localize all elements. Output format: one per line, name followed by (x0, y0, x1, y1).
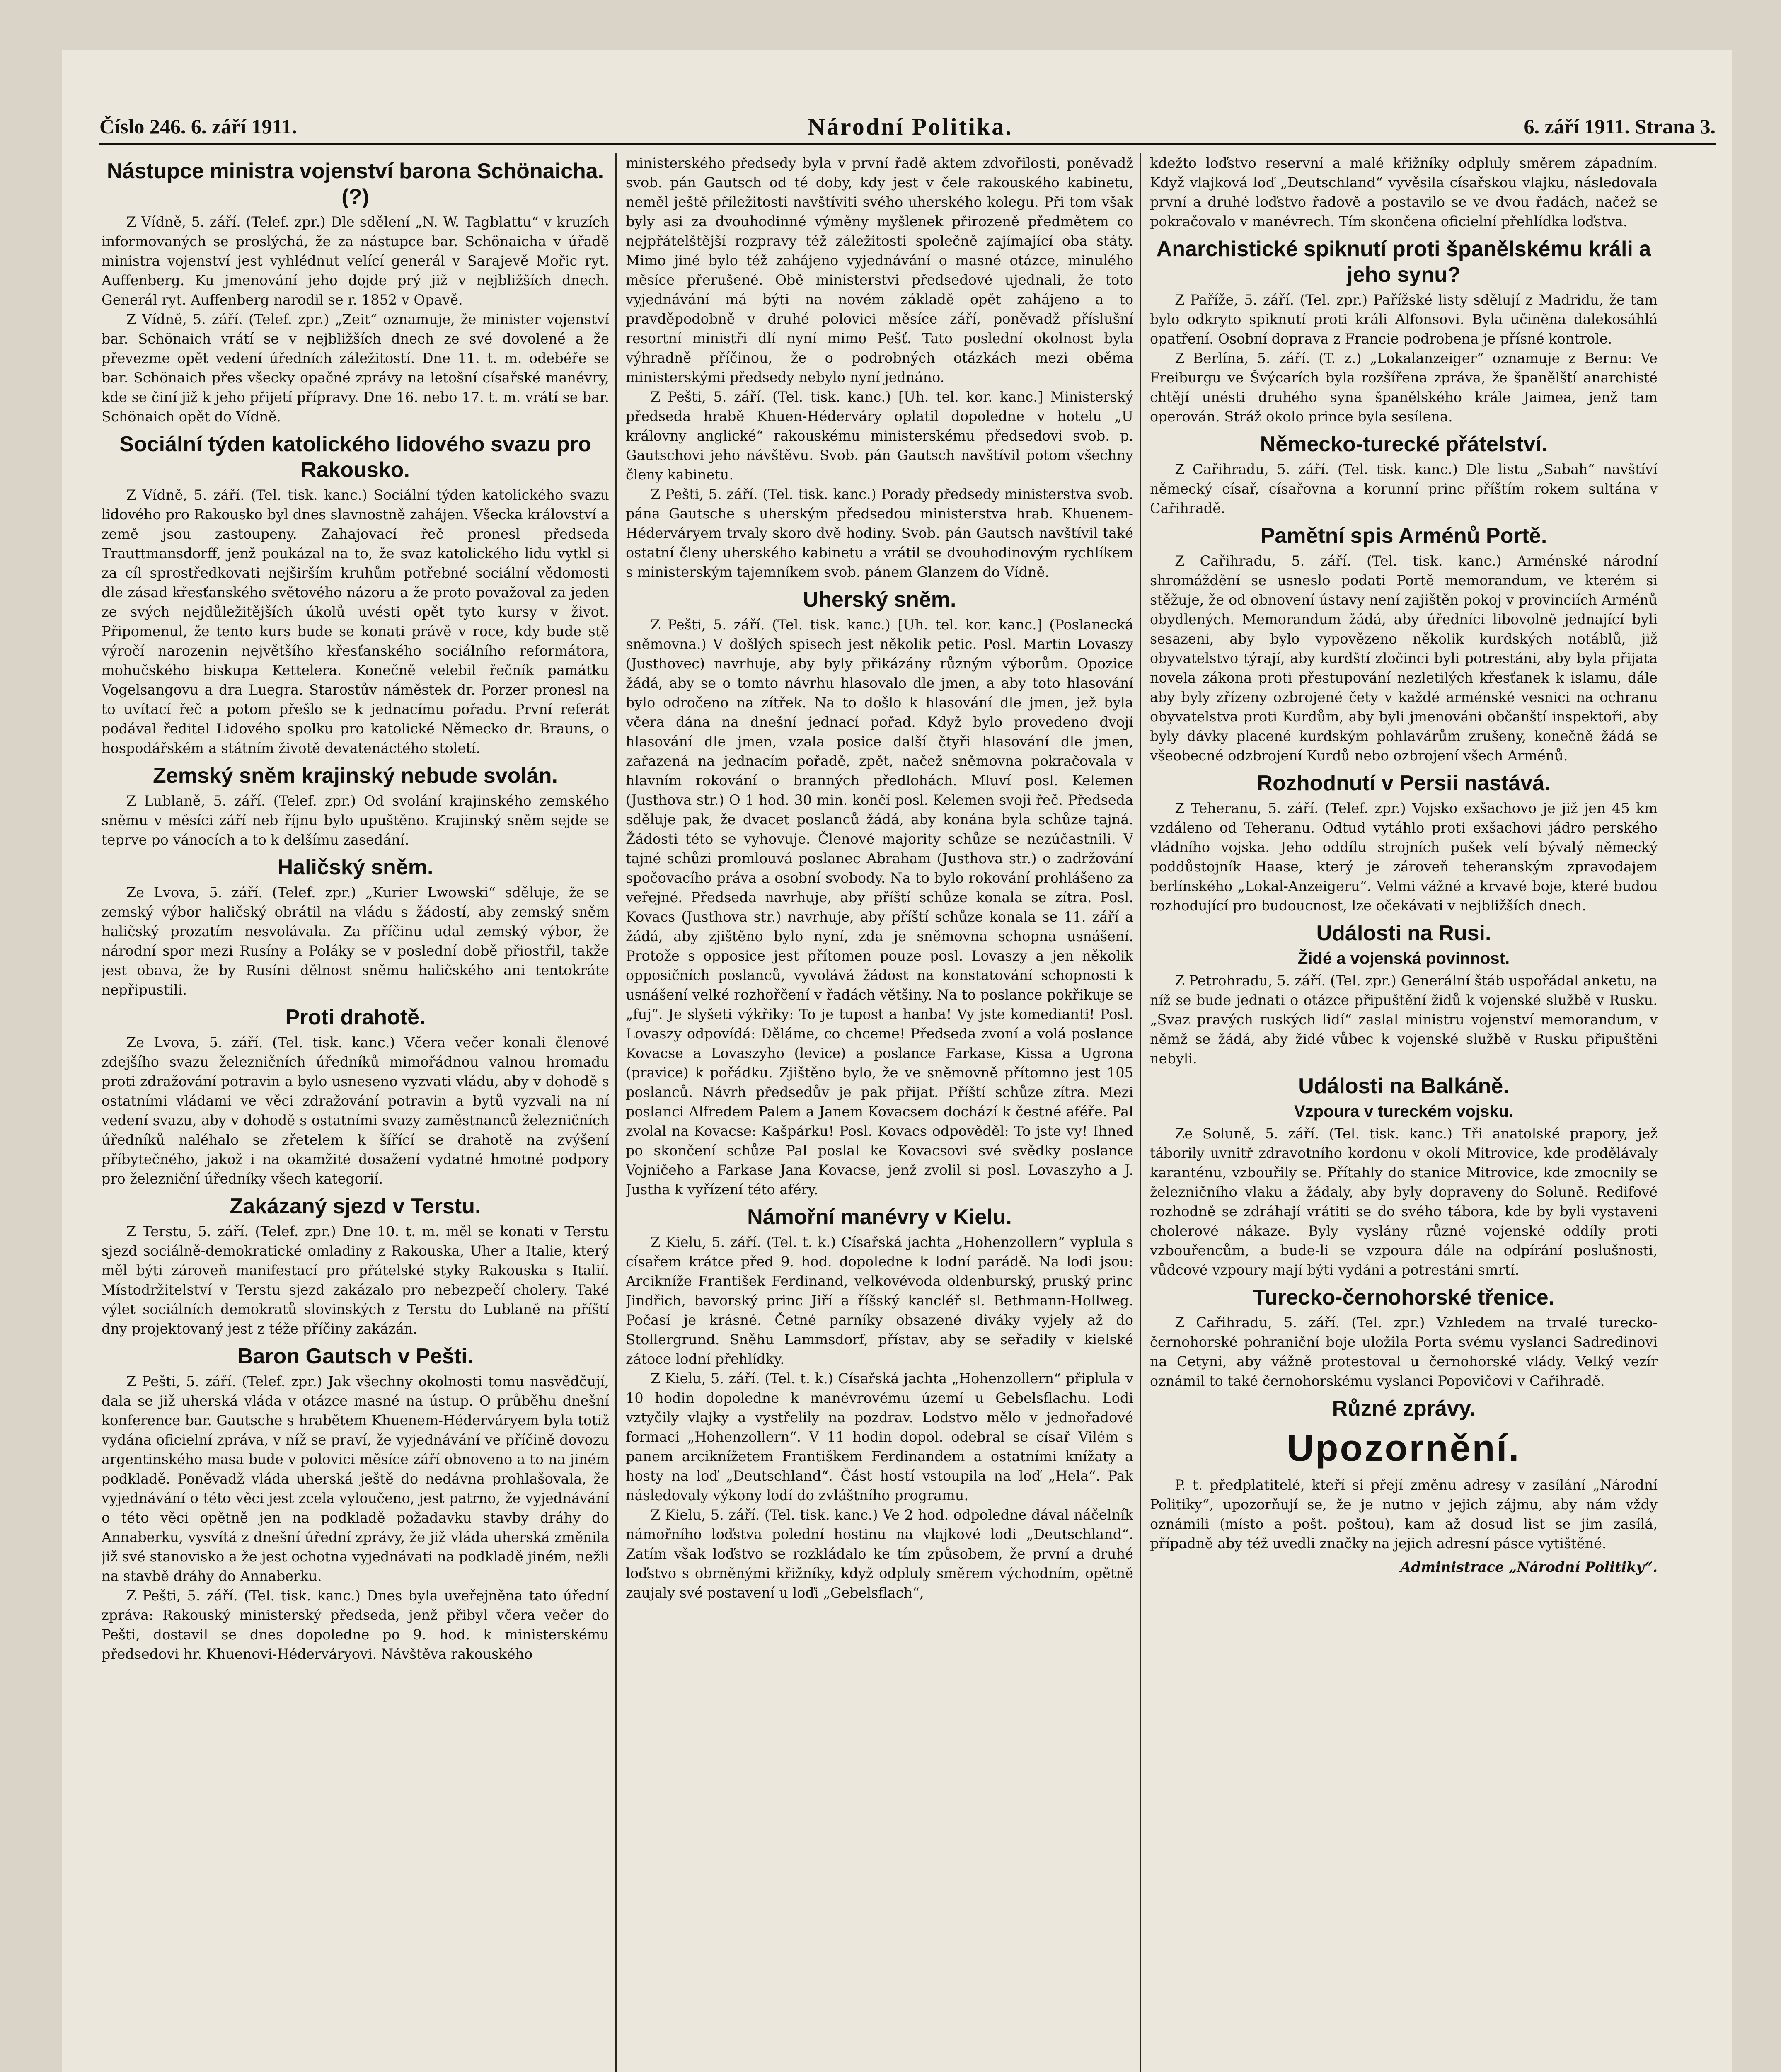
notice-title: Upozornění. (1287, 1428, 1521, 1469)
article-paragraph: Z Terstu, 5. září. (Telef. zpr.) Dne 10. t. m. měl se konati v Terstu sjezd sociálně-demokratické omladiny z Rakouska, Uher a Italie, který měl býti zároveň manifestací pro přátelské styky Rakouska s Italií. Místodržitelství v Terstu sjezd zakázalo pro nebezpečí cholery. Také výlet sociálních demokratů slovinských z Terstu do Lublaně na příští dny projektovaný jest z téže příčiny zakázán. (102, 1223, 609, 1337)
article-title: Anarchistické spiknutí proti španělskému králi a jeho synu? (1156, 237, 1651, 287)
article (102, 431, 609, 758)
column-2 (626, 153, 1133, 2072)
article-paragraph: Z Kielu, 5. září. (Tel. t. k.) Císařská jachta „Hohenzollern“ vyplula s císařem krátce před 9. hod. dopoledne k lodní parádě. Na lodi jsou: Arcikníže František Ferdinand, velkovévoda oldenburský, pruský princ Jindřich, bavorský princ Jiří a říšský kancléř sl. Bethmann-Hollweg. Počasí je krásné. Četné parníky obsazené diváky vyjely až do Stollergrund. Sněhu Lammsdorf, přístav, aby se seřadily v kielské zátoce lodní přehlídky. (626, 1234, 1133, 1367)
article (102, 1005, 609, 1188)
article-title: Rozhodnutí v Persii nastává. (1257, 771, 1551, 795)
column-divider (615, 153, 617, 2072)
issue-info: Číslo 246. 6. září 1911. (99, 115, 297, 138)
page-number: 6. září 1911. Strana 3. (1524, 115, 1716, 138)
article (1150, 236, 1658, 426)
article-title: Baron Gautsch v Pešti. (237, 1344, 474, 1368)
article-title: Sociální týden katolického lidového svazu pro Rakousko. (119, 432, 591, 482)
notice-signature: Administrace „Národní Politiky“. (1400, 1559, 1658, 1575)
notice-box (1150, 1396, 1658, 1577)
article-paragraph: kdežto loďstvo reservní a malé křižníky odpluly směrem západním. Když vlajková loď „Deutschland“ vyvěsila císařskou vlajku, následovala první a druhé loďstvo řadově a postavilo se ve dvou řadách, načež se pokračovalo v manévrech. Tím skončena oficielní přehlídka loďstva. (1150, 155, 1658, 230)
article-title: Události na Rusi. (1316, 921, 1491, 945)
article (1150, 523, 1658, 765)
article-paragraph: Z Cařihradu, 5. září. (Tel. tisk. kanc.) Arménské národní shromáždění se usneslo podati Portě memorandum, ve kterém si stěžuje, že od obnovení ústavy není zajištěn pokoj v provinciích Arménů obydlených. Memorandum žádá, aby úředníci libovolně jednající byli sesazeni, aby bylo vypovězeno několik kurdských notáblů, již obyvatelstvo týrají, aby kurdští zločinci byli potrestáni, aby byla přijata novela zákona proti přestupování nezletilých křesťanek k islamu, dále aby byly zřízeny ozbrojené čety v každé arménské vesnici na ochranu obyvatelstva proti Kurdům, aby byli jmenováni občanští inspektoři, aby byly dávky placené kurdským pohlavárům zrušeny, konečně žádá se všeobecné odzbrojení Kurdů nebo ozbrojení všech Arménů. (1150, 553, 1658, 764)
article-title: Námořní manévry v Kielu. (747, 1205, 1012, 1229)
article-title: Proti drahotě. (285, 1005, 426, 1029)
article-paragraph: Z Vídně, 5. září. (Tel. tisk. kanc.) Sociální týden katolického svazu lidového pro Rakousko byl dnes slavnostně zahájen. Všecka království a země jsou zastoupeny. Zahajovací řeč pronesl předseda Trauttmansdorff, jenž poukázal na to, že svaz katolického lidu vytkl si za cíl sprostředkovati nejširším kruhům potřebné sociální vědomosti dle zásad křesťanského světového názoru a že proto považoval za jeden ze svých nejdůležitějších úkolů uvésti opět tyto kursy v život. Připomenul, že tento kurs bude se konati právě v roce, kdy bude stě výročí narozenin největšího křesťanského sociálního reformátora, mohučského biskupa Kettelera. Konečně velebil řečník památku Vogelsangovu a dra Luegra. Starostův náměstek dr. Porzer pronesl na to uvítací řeč a potom přešlo se k jednacímu pořadu. První referát podával ředitel Lidového spolku pro katolické Německo dr. Brauns, o hospodářském a státním životě devatenáctého století. (102, 487, 609, 756)
article-paragraph: ministerského předsedy byla v první řadě aktem zdvořilosti, poněvadž svob. pán Gautsch od té doby, kdy jest v čele rakouského kabinetu, neměl ještě příležitosti navštíviti svého uherského kolegu. Při tom však byly asi za dvouhodinné výměny myšlenek přirozeně předmětem co nejpřátelštější rozpravy též záležitosti společně zajímající oba státy. Mimo jiné bylo též zahájeno vyjednávání o masné otázce, minulého měsíce přerušené. Obě ministerstvi předsedové ujednali, že toto vyjednávání má býti na novém základě opět zahájeno a to pravděpodobně v druhé polovici měsíce září, poněvadž příslušní resortní ministři dlí nyní mimo Pešť. Tato poslední okolnost byla výhradně příčinou, že o podrobných otázkách mezi oběma ministerskými předsedy nebylo nyní jednáno. (626, 155, 1133, 385)
article-title: Události na Balkáně. (1298, 1074, 1509, 1098)
article-title: Pamětní spis Arménů Portě. (1260, 524, 1547, 548)
article-paragraph: Z Cařihradu, 5. září. (Tel. zpr.) Vzhledem na trvalé turecko-černohorské pohraniční boje uložila Porta svému vyslanci Sadredinovi na Cetyni, aby vážně protestoval u černohorské vlády. Velký vezír oznámil to také černohorskému vyslanci Popovičovi v Cařihradě. (1150, 1314, 1658, 1389)
header-rule (99, 143, 1716, 145)
article-subtitle: Vzpoura v tureckém vojsku. (1294, 1102, 1514, 1121)
article-paragraph: Z Pešti, 5. září. (Tel. tisk. kanc.) Dnes byla uveřejněna tato úřední zpráva: Rakouský ministerský předseda, jenž přibyl včera večer do Pešti, dostavil se dnes dopoledne po 9. hod. k ministerskému předsedovi hr. Khuenovi-Héderváryovi. Návštěva rakouského (102, 1588, 609, 1662)
article-paragraph: Z Vídně, 5. září. (Telef. zpr.) Dle sdělení „N. W. Tagblattu“ v kruzích informovaných se proslýchá, že za nástupce bar. Schönaicha v úřadě ministra vojenství jest vyhlédnut velící generál v Sarajevě Mořic ryt. Auffenberg. Ku jmenování jeho dojde prý již v nejbližších dnech. Generál ryt. Auffenberg narodil se r. 1852 v Opavě. (102, 214, 609, 308)
article-paragraph: Z Pešti, 5. září. (Tel. tisk. kanc.) Porady předsedy ministerstva svob. pána Gautsche s uherským předsedou ministerstva hrab. Khuenem-Héderváryem trvaly skoro dvě hodiny. Svob. pán Gautsch navštívil také ostatní členy uherského kabinetu a vrátil se dvouhodinovým rychlíkem s ministerským tajemníkem svob. pánem Glanzem do Vídně. (626, 486, 1133, 580)
article-paragraph: Z Pešti, 5. září. (Tel. tisk. kanc.) [Uh. tel. kor. kanc.] (Poslanecká sněmovna.) V došlých spisech jest několik petic. Posl. Martin Lovaszy (Justhovec) navrhuje, aby byly přikázány různým výborům. Opozice žádá, aby se o tomto návrhu hlasovalo dle jmen, a aby toto hlasování bylo odročeno na zítřek. Na to došlo k hlasování dle jmen, jež byla včera dána na dnešní jednací pořad. Když bylo provedeno dvojí hlasování dle jmen, vzala posice další čtyři hlasování dle jmen, zařazená na jednacím pořadě, zpět, načež sněmovna pokračovala v hlavním rokování o branných předlohách. Mluví posl. Kelemen (Justhova str.) O 1 hod. 30 min. končí posl. Kelemen svoji řeč. Předseda sděluje pak, že dvacet poslanců žádá, aby konána byla schůze tajná. Žádosti této se vyhovuje. Členové majority schůze se nezúčastnili. V tajné schůzi promlouvá poslanec Abraham (Justhova str.) o zadržování spočovacího práva a osobní svobody. Na to bylo rokování prohlášeno za veřejné. Předseda navrhuje, aby příští schůze konala se zítra. Posl. Kovacs (Justhova str.) navrhuje, aby příští schůze konala se 11. září a žádá, aby zjištěno bylo nyní, zda je sněmovna schopna usnášení. Protože s opposice jest přítomen pouze posl. Lovaszy a jen několik opposičních poslanců, vyvolává žádost na konstatování schopnosti k usnášení velké rozhořčení v řadách většiny. Na to poslance pokřikuje se „fuj“. Je slyšeti výkřiky: To je tupost a hanba! Vy jste komedianti! Posl. Lovaszy odpovídá: Děláme, co chceme! Předseda zvoní a volá poslance Kovacse a Lovaszyho (levice) a poslance Farkase, Kissa a Ugrona (pravice) k pořádku. Zjištěno bylo, že ve sněmovně přítomno jest 105 poslanců. Návrh předsedův je pak přijat. Příští schůze zítra. Mezi poslanci Alfredem Palem a Janem Kovacsem dochází k čestné aféře. Pal zvolal na Kovacse: Kašpárku! Posl. Kovacs odpověděl: To jste vy! Ihned po skončení schůze Pal poslal ke Kovacsovi své svědky poslance Vojničeho a Farkase Jana Kovacse, jenž zvolil si posl. Lovaszyho a J. Justha k vyřízení této aféry. (626, 617, 1133, 1198)
article (626, 1204, 1133, 1602)
article-title: Zakázaný sjezd v Terstu. (230, 1194, 481, 1218)
column-1 (102, 153, 609, 2072)
article-subtitle: Židé a vojenská povinnost. (1297, 949, 1510, 968)
article-paragraph: Z Kielu, 5. září. (Tel. tisk. kanc.) Ve 2 hod. odpoledne dával náčelník námořního loďstva polední hostinu na vlajkové lodi „Deutschland“. Zatím však loďstvo se rozkládalo ke tím způsobem, že první a druhé loďstvo s obrněnými křižníky, když odpluly směrem východním, opětně zaujaly své postavení u loďi „Gebelsflach“, (626, 1507, 1133, 1601)
article (1150, 431, 1658, 518)
column-divider (1140, 153, 1141, 2072)
article-title: Zemský sněm krajinský nebude svolán. (153, 764, 558, 788)
article-paragraph: Z Berlína, 5. září. (T. z.) „Lokalanzeiger“ oznamuje z Bernu: Ve Freiburgu ve Švýcarích byla rozšířena zpráva, že španělští anarchisté chtějí unésti druhého syna španělského krále Jaimea, jenž tam operován. Stráž okolo prince byla sesílena. (1150, 350, 1658, 425)
article-paragraph: Z Teheranu, 5. září. (Telef. zpr.) Vojsko exšachovo je již jen 45 km vzdáleno od Teheranu. Odtud vytáhlo proti exšachovi jádro perského vládního vojska. Jeho oddílu strojních pušek velí bývalý německý poddůstojník Haase, který je zároveň teheranským zpravodajem berlínského „Lokal-Anzeigeru“. Velmi vážné a krvavé boje, které budou rozhodující pro budoucnost, lze očekávati v nejbližších dnech. (1150, 800, 1658, 914)
article-title: Haličský sněm. (277, 855, 433, 879)
article-paragraph: Z Petrohradu, 5. září. (Tel. zpr.) Generální štáb uspořádal anketu, na níž se bude jednati o otázce připuštění židů k vojenské službě v Rusku. „Svaz pravých ruských lidí“ zaslal ministru vojenství memorandum, v němž se žádá, aby židé vůbec k vojenské službě v Rusku připuštěni nebyli. (1150, 973, 1658, 1067)
article-paragraph: Z Kielu, 5. září. (Tel. t. k.) Císařská jachta „Hohenzollern“ připlula v 10 hodin dopoledne k manévrovému území u Gebelsflachu. Lodi vztyčily vlajky a vystřelily na pozdrav. Lodstvo mělo v jednořadové formaci „Hohenzollern“. V 11 hodin dopol. odebral se císař Vilém s panem arciknížetem Františkem Ferdinandem a ostatními knížaty a hosty na loď „Deutschland“. Část hostí vstoupila na loď „Hela“. Pak následovaly výkony lodí do zvláštního programu. (626, 1370, 1133, 1503)
article-paragraph: Z Cařihradu, 5. září. (Tel. tisk. kanc.) Dle listu „Sabah“ navštíví německý císař, císařovna a korunní princ příštím rokem sultána v Cařihradě. (1150, 461, 1658, 516)
article (1150, 770, 1658, 915)
article-paragraph: Z Vídně, 5. září. (Telef. zpr.) „Zeit“ oznamuje, že minister vojenství bar. Schönaich vrátí se v nejbližších dnech ze své dovolené a že převezme opět vedení úředních záležitostí. Dne 11. t. m. odebéře se bar. Schönaich přes všecky opačné zprávy na letošní císařské manévry, kde se činí již k jeho přijetí přípravy. Dne 16. nebo 17. t. m. vrátí se bar. Schönaich opět do Vídně. (102, 311, 609, 425)
article (626, 153, 1133, 582)
newspaper-page (62, 50, 1732, 2072)
article-paragraph: Z Pešti, 5. září. (Tel. tisk. kanc.) [Uh. tel. kor. kanc.] Ministerský předseda hrabě Khuen-Héderváry oplatil dopoledne v hotelu „U královny anglické“ rakouskému ministerskému předsedovi svob. p. Gautschovi jeho návštěvu. Svob. pán Gautsch navštívil potom všechny členy kabinetu. (626, 389, 1133, 483)
article-paragraph: Z Paříže, 5. září. (Tel. zpr.) Pařížské listy sdělují z Madridu, že tam bylo odkryto spiknutí proti králi Alfonsovi. Byla učiněna dalekosáhlá opatření. Osobní doprava z Francie podrobena je přísné kontrole. (1150, 292, 1658, 347)
article (102, 158, 609, 426)
masthead: Národní Politika. (808, 113, 1013, 140)
article-title: Nástupce ministra vojenství barona Schönaicha. (?) (106, 159, 604, 209)
article (1150, 1073, 1658, 1280)
article (626, 587, 1133, 1199)
article-title: Německo-turecké přátelství. (1260, 432, 1548, 456)
article (1150, 1285, 1658, 1391)
article-title: Turecko-černohorské třenice. (1253, 1285, 1555, 1310)
article-paragraph: Z Lublaně, 5. září. (Telef. zpr.) Od svolání krajinského zemského sněmu v měsíci září neb říjnu bylo upuštěno. Krajinský sněm sejde se teprve po vánocích a to k delšímu zasedání. (102, 793, 609, 848)
article (102, 1343, 609, 1664)
article-paragraph: Ze Lvova, 5. září. (Tel. tisk. kanc.) Včera večer konali členové zdejšího svazu železničních úředníků mimořádnou valnou hromadu proti zdražování potravin a bylo usneseno vyzvati vládu, aby v dohodě s ostatními vládami ve věci zdražování potravin a bytů vyzvali na ní vedení svazu, aby v dohodě s ostatními svazy zaměstnanců železničních úředníků naléhalo se zřetelem k šířící se drahotě na zvýšení příbytečného, jakož i na okamžité dosažení vydatné hmotné podpory pro železniční úředníky všech kategorií. (102, 1034, 609, 1187)
article-paragraph: Ze Soluně, 5. září. (Tel. tisk. kanc.) Tři anatolské prapory, jež táborily uvnitř zdravotního kordonu v okolí Mitrovice, kde prodělávaly karanténu, vzbouřily se. Přítahly do stanice Mitrovice, kde zmocnily se železničního vlaku a žádaly, aby byly dopraveny do Soluně. Redifové rozhodně se zdráhají vrátiti se do svého tábora, kde by byli vystaveni cholerové nákaze. Byly vyslány různé vojenské oddíly proti vzbouřencům, a bude-li se vzpoura dále na odpírání poslušnosti, vůdcové vzpoury mají býti vydáni a potrestáni smrtí. (1150, 1126, 1658, 1278)
article (102, 763, 609, 850)
article-paragraph: Z Pešti, 5. září. (Telef. zpr.) Jak všechny okolnosti tomu nasvědčují, dala se již uherská vláda v otázce masné na ústup. O průběhu dnešní konference bar. Gautsche s hrabětem Khuenem-Héderváryem byla totiž vydána oficielní zpráva, v níž se praví, že vyjednávání ve příčině dovozu argentinského masa bude v polovici měsíce září obnoveno a to na jiném podkladě. Poněvadž vláda uherská ještě do nedávna prohlašovala, že vyjednávání o této věci jest zcela vyloučeno, jest patrno, že vyjednávání o této věci opětně jen na podkladě požadavku stavby dráhy do Annaberku, vysvítá z dnešní úřední zprávy, že již vláda uherská změnila již své stanovisko a že jest ochotna vyjednávati na podkladě jiném, nežli na stavbě dráhy do Annaberku. (102, 1373, 609, 1584)
article-paragraph: Ze Lvova, 5. září. (Telef. zpr.) „Kurier Lwowski“ sděluje, že se zemský výbor haličský obrátil na vládu s žádostí, aby zemský sněm haličský prozatím nesvolávala. Za příčinu udal zemský výbor, že národní spor mezi Rusíny a Poláky se v poslední době přiostřil, takže jest obava, že by Rusíni dělnost sněmu haličského ani tentokráte nepřipustili. (102, 884, 609, 998)
article (102, 854, 609, 1000)
article-title: Uherský sněm. (803, 588, 956, 612)
article (102, 1193, 609, 1339)
section-title: Různé zprávy. (1332, 1397, 1476, 1421)
page-header (99, 112, 1716, 141)
notice-text: P. t. předplatitelé, kteří si přejí změnu adresy v zasílání „Národní Politiky“, upozorňují se, že je nutno v jejich zájmu, aby nám vždy oznámili (místo a pošt. poštou), kam až dosud list se jim zasílá, případně aby též uvedli značky na jejich adresní pásce vytištěné. (1150, 1477, 1658, 1552)
article (1150, 920, 1658, 1068)
article (1150, 153, 1658, 231)
column-3 (1150, 153, 1658, 2072)
